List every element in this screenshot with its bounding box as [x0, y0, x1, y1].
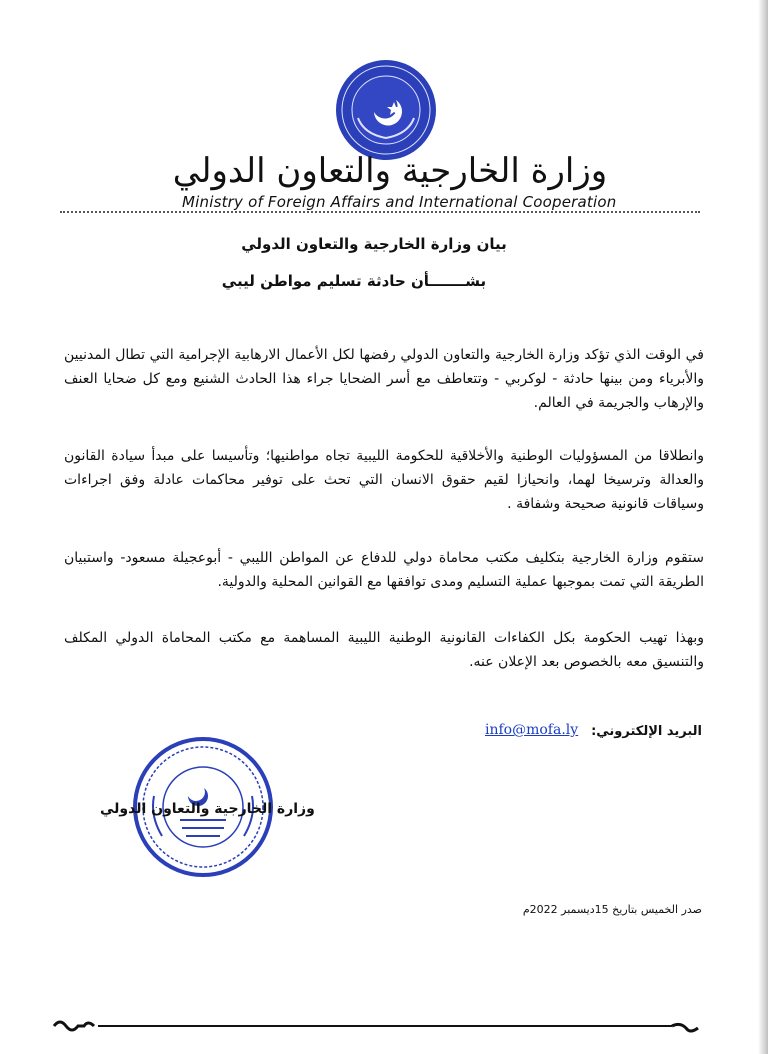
footer-decorative-line — [52, 1016, 702, 1036]
signature-ministry-name: وزارة الخارجية والتعاون الدولي — [100, 801, 315, 817]
ministry-arabic-title: وزارة الخارجية والتعاون الدولي — [172, 151, 608, 191]
page-edge-shadow — [758, 0, 768, 1054]
body-paragraph-4: وبهذا تهيب الحكومة بكل الكفاءات القانونية الوطنية الليبية المساهمة مع مكتب المحاماة الدولي المكلف والتنسيق معه بالخصوص بعد الإعلان عنه. — [64, 630, 704, 670]
statement-subject: بشـــــــأن حادثة تسليم مواطن ليبي — [221, 272, 487, 290]
body-paragraph-2: وانطلاقا من المسؤوليات الوطنية والأخلاقية للحكومة الليبية تجاه مواطنيها؛ وتأسيسا على مبدأ سيادة القانون والعدالة وترسيخا لهما، وانحيازا لقيم حقوق الانسان التي تحث على توفير محاكمات عادلة وفق اجراءات وسياقات قانونية صحيحة وشفافة . — [64, 448, 704, 512]
email-link[interactable]: info@mofa.ly — [485, 722, 579, 738]
statement-title: بيان وزارة الخارجية والتعاون الدولي — [241, 235, 507, 253]
body-paragraph-3: ستقوم وزارة الخارجية بتكليف مكتب محاماة دولي للدفاع عن المواطن الليبي - أبوعجيلة مسعود- واستبيان الطريقة التي تمت بموجبها عملية التسليم ومدى توافقها مع القوانين المحلية والدولية. — [64, 550, 704, 590]
email-label: البريد الإلكتروني: — [591, 724, 702, 739]
body-paragraph-1: في الوقت الذي تؤكد وزارة الخارجية والتعاون الدولي رفضها لكل الأعمال الارهابية الإجرامية التي تطال المدنيين والأبرياء ومن بينها حادثة - لوكربي - وتتعاطف مع أسر الضحايا جراء هذا الحادث الشنيع ومع كل ضحايا العنف والإرهاب والجريمة في العالم. — [64, 347, 704, 411]
header-divider — [60, 211, 700, 213]
issue-date: صدر الخميس بتاريخ 15ديسمبر 2022م — [522, 903, 702, 916]
ministry-emblem-icon — [334, 58, 438, 162]
ministry-english-title: Ministry of Foreign Affairs and International Cooperation — [182, 193, 617, 211]
